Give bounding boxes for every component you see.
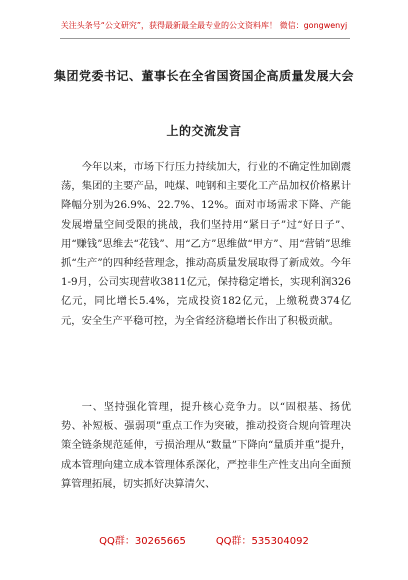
document-title-line-1: 集团党委书记、董事长在全省国资国企高质量发展大会 <box>53 69 354 83</box>
body-paragraph-1: 今年以来，市场下行压力持续加大，行业的不确定性加剧震荡，集团的主要产品，吨煤、吨钢和主要化工产品加权价格累计降幅分别为26.9%、22.7%、12%。面对市场需求下降、产能发展增量空间受限的挑战，我们坚持用“紧日子”过“好日子”、用“赚钱”思维去“花钱”、用“乙方”思维做“甲方”、用“营销”思维抓“生产”的四种经营理念，推动高质量发展取得了新成效。今年1-9月，公司实现营收3811亿元，保持稳定增长，实现利润326亿元，同比增长5.4%，完成投资182亿元，上缴税费374亿元，安全生产平稳可控，为全省经济稳增长作出了积极贡献。 <box>61 161 351 327</box>
footer-contact <box>0 532 408 547</box>
footer-qq-group-1: QQ群：30265665 <box>99 536 186 547</box>
header-promo-note: 关注头条号“公文研究”，获得最新最全最专业的公文资料库！ 微信：gongwenyj <box>60 21 348 30</box>
document-title-line-2: 上的交流发言 <box>166 124 242 138</box>
footer-qq-group-2: QQ群：535304092 <box>215 536 309 547</box>
body-paragraph-2: 一、坚持强化管理，提升核心竞争力。以“固根基、扬优势、补短板、强弱项”重点工作为突破，推动投资合规向管理决策全链条规范延伸，亏损治理从“数量”下降向“量质并重”提升，成本管理向建立成本管理体系深化，严控非生产性支出向全面预算管理拓展，切实抓好决算清欠、 <box>61 401 351 490</box>
header-divider <box>60 38 350 39</box>
